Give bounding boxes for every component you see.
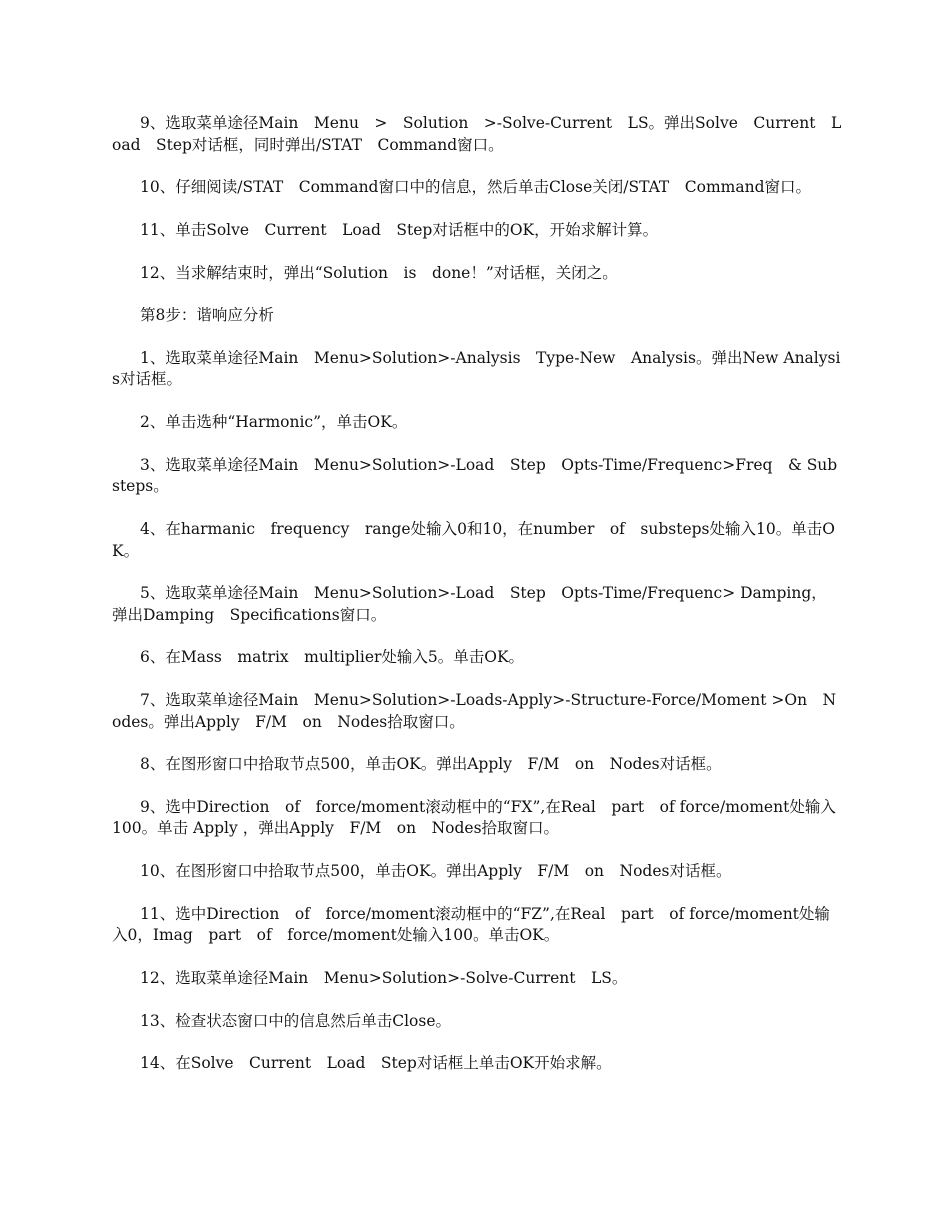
paragraph-harmonic-step4: 4、在harmanic frequency range处输入0和10，在number of substeps处输入10。单击OK。 [112, 520, 835, 560]
paragraph-harmonic-step8: 8、在图形窗口中拾取节点500，单击OK。弹出Apply F/M on Nodes对话框。 [140, 755, 722, 774]
paragraph-step12-solution-done: 12、当求解结束时，弹出“Solution is done！”对话框，关闭之。 [140, 263, 618, 282]
paragraph-harmonic-step9: 9、选中Direction of force/moment滚动框中的“FX”,在Real part of force/moment处输入100。单击 Apply ，弹出Apply F/M on Nodes拾取窗口。 [112, 797, 836, 838]
paragraph-harmonic-step13: 13、检查状态窗口中的信息然后单击Close。 [140, 1011, 452, 1030]
paragraph-harmonic-step1: 1、选取菜单途径Main Menu>Solution>-Analysis Type-New Analysis。弹出New Analysis对话框。 [112, 348, 841, 389]
paragraph-harmonic-step7: 7、选取菜单途径Main Menu>Solution>-Loads-Apply>-Structure-Force/Moment >On Nodes。弹出Apply F/M on Nodes拾取窗口。 [112, 691, 837, 731]
paragraph-harmonic-step10: 10、在图形窗口中拾取节点500，单击OK。弹出Apply F/M on Nodes对话框。 [140, 862, 732, 881]
paragraph-step11-click-ok: 11、单击Solve Current Load Step对话框中的OK，开始求解计算。 [140, 220, 659, 239]
paragraph-harmonic-step14: 14、在Solve Current Load Step对话框上单击OK开始求解。 [140, 1054, 612, 1073]
paragraph-step9-solve: 9、选取菜单途径Main Menu > Solution >-Solve-Current LS。弹出Solve Current Load Step对话框，同时弹出/STAT Command窗口。 [112, 114, 842, 154]
paragraph-step10-read-stat: 10、仔细阅读/STAT Command窗口中的信息，然后单击Close关闭/STAT Command窗口。 [140, 178, 811, 197]
paragraph-harmonic-step11: 11、选中Direction of force/moment滚动框中的“FZ”,在Real part of force/moment处输入0，Imag part of force/moment处输入100。单击OK。 [112, 904, 830, 945]
paragraph-harmonic-step12: 12、选取菜单途径Main Menu>Solution>-Solve-Current LS。 [140, 969, 628, 987]
document-page [112, 113, 842, 1096]
paragraph-harmonic-step2: 2、单击选种“Harmonic”，单击OK。 [140, 413, 408, 432]
paragraph-harmonic-step6: 6、在Mass matrix multiplier处输入5。单击OK。 [140, 648, 525, 667]
paragraph-harmonic-step5: 5、选取菜单途径Main Menu>Solution>-Load Step Opts-Time/Frequenc> Damping，弹出Damping Specifications窗口。 [112, 584, 827, 624]
section-heading-step8: 第8步：谐响应分析 [140, 306, 274, 325]
paragraph-harmonic-step3: 3、选取菜单途径Main Menu>Solution>-Load Step Opts-Time/Frequenc>Freq & Substeps。 [112, 455, 838, 496]
